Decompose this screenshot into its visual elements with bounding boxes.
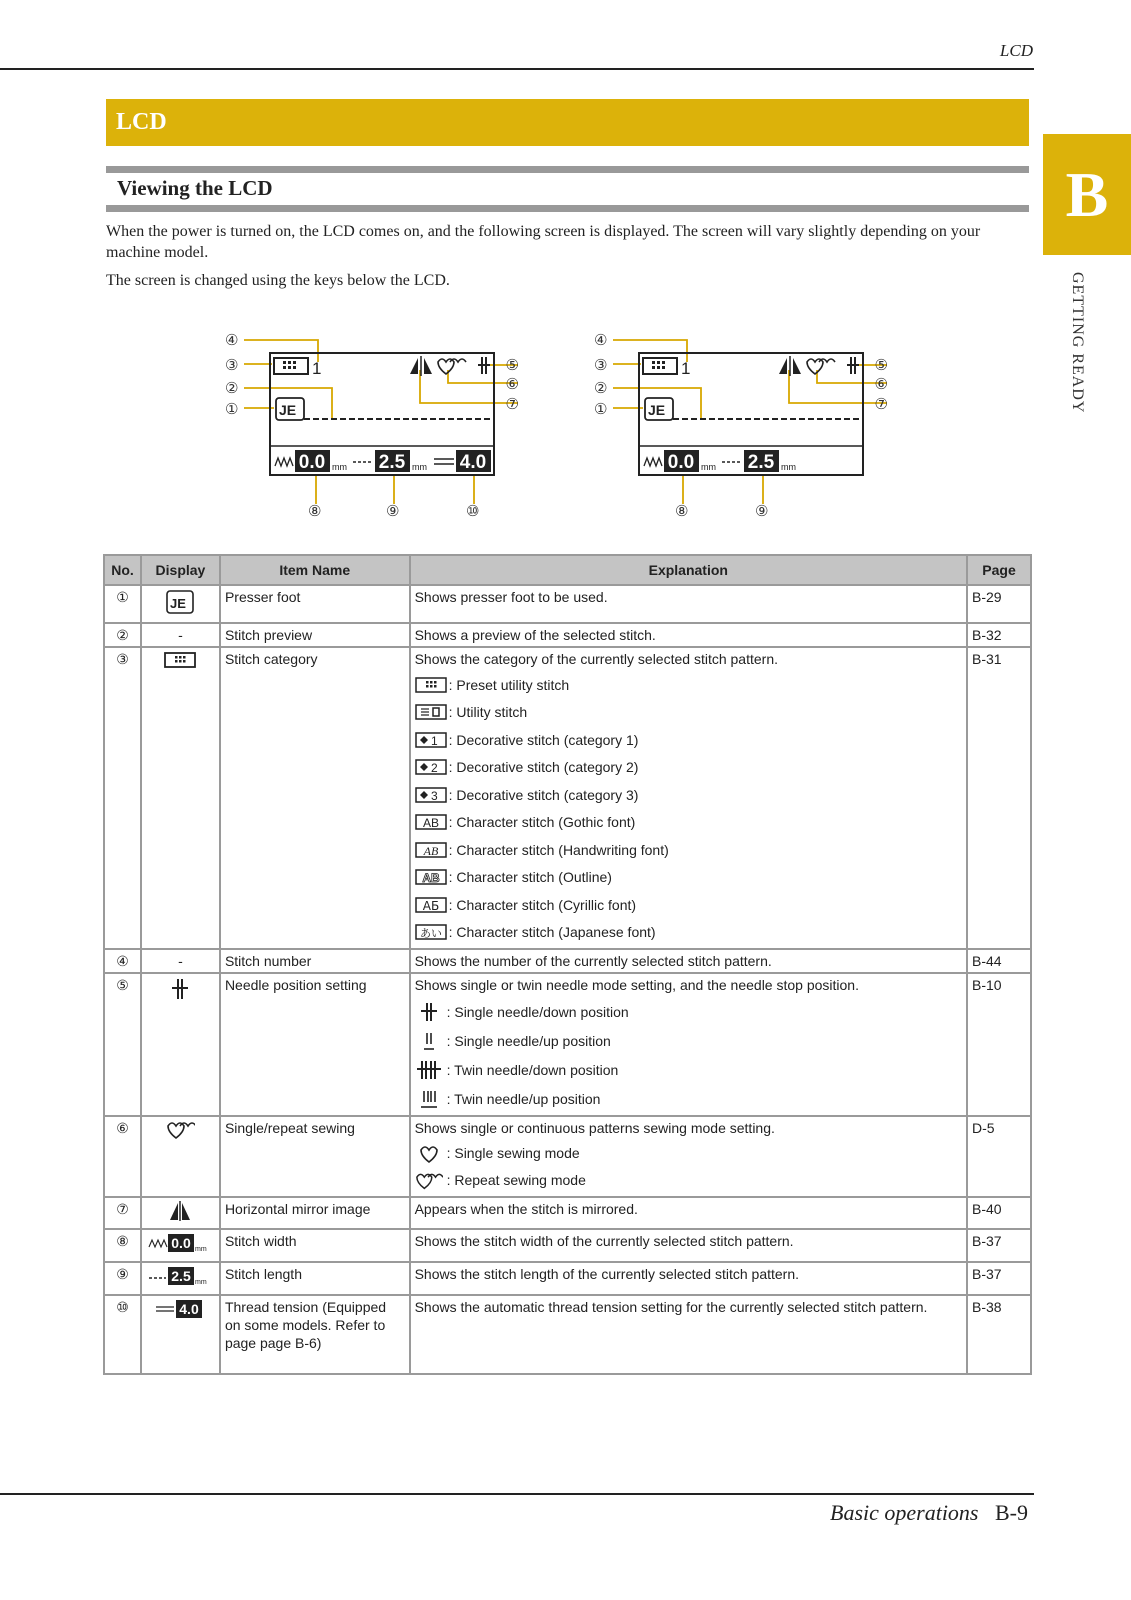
mirror-icon	[410, 356, 432, 376]
svg-text:2.5: 2.5	[171, 1268, 192, 1284]
svg-text:0.0: 0.0	[171, 1235, 192, 1251]
item-name: Stitch preview	[220, 623, 410, 647]
cyrillic-font-icon	[415, 896, 447, 914]
lcd-width-value: 0.0	[667, 452, 695, 473]
item-page: B-37	[967, 1262, 1031, 1295]
svg-text:AB: AB	[421, 871, 440, 886]
section-banner: LCD	[106, 99, 1029, 146]
list-item: あい : Character stitch (Japanese font)	[415, 919, 962, 947]
row-number: ③	[104, 647, 141, 949]
table-row	[104, 1229, 1031, 1262]
callout-7: ⑦	[874, 395, 888, 413]
svg-text:JE: JE	[279, 402, 297, 418]
list-item: AB : Character stitch (Gothic font)	[415, 809, 962, 837]
list-item: : Twin needle/up position	[415, 1084, 962, 1113]
svg-text:AB: AB	[423, 843, 438, 858]
japanese-font-icon	[415, 923, 447, 941]
item-name: Needle position setting	[220, 973, 410, 1116]
item-page: B-31	[967, 647, 1031, 949]
item-page: B-29	[967, 585, 1031, 623]
presser-foot-icon	[276, 398, 304, 420]
header-no: No.	[104, 555, 141, 585]
svg-text:JE: JE	[170, 596, 187, 611]
item-display: -	[141, 949, 220, 973]
item-page: B-44	[967, 949, 1031, 973]
list-item: 2 : Decorative stitch (category 2)	[415, 754, 962, 782]
row-number: ⑥	[104, 1116, 141, 1197]
svg-text:mm: mm	[195, 1246, 208, 1253]
item-name: Stitch width	[220, 1229, 410, 1262]
item-name: Stitch category	[220, 647, 410, 949]
callout-8: ⑧	[675, 502, 689, 520]
callout-4: ④	[225, 331, 239, 349]
item-name: Horizontal mirror image	[220, 1197, 410, 1229]
list-item: : Preset utility stitch	[415, 671, 962, 699]
list-item: : Twin needle/down position	[415, 1055, 962, 1084]
list-item: : Single needle/down position	[415, 997, 962, 1026]
preset-utility-stitch-icon	[415, 676, 447, 694]
intro-paragraph-1: When the power is turned on, the LCD comes on, and the following screen is displayed. The screen will vary slightly depending on your machine model.	[106, 223, 981, 261]
list-item: : Single sewing mode	[415, 1139, 962, 1167]
repeat-sewing-icon	[165, 1119, 195, 1141]
item-explanation: Shows presser foot to be used.	[410, 585, 967, 623]
running-head: LCD	[999, 41, 1033, 60]
svg-text:АБ: АБ	[422, 898, 439, 913]
callout-1: ①	[225, 400, 239, 418]
stitch-width-icon	[148, 1232, 212, 1254]
list-item: AB : Character stitch (Outline)	[415, 864, 962, 892]
single-needle-up-icon	[415, 1030, 443, 1052]
item-explanation: Shows single or twin needle mode setting, and the needle stop position.	[414, 977, 859, 993]
list-item: 1 : Decorative stitch (category 1)	[415, 726, 962, 754]
item-explanation: Appears when the stitch is mirrored.	[410, 1197, 967, 1229]
item-explanation: Shows a preview of the selected stitch.	[410, 623, 967, 647]
lcd-length-unit: mm	[412, 462, 427, 472]
callout-6: ⑥	[874, 375, 888, 393]
row-number: ⑦	[104, 1197, 141, 1229]
chapter-label: GETTING READY	[1069, 272, 1086, 414]
decorative-stitch-1-icon	[415, 731, 447, 749]
lcd-width-unit: mm	[332, 462, 347, 472]
row-number: ②	[104, 623, 141, 647]
table-row	[104, 973, 1031, 1116]
row-number: ⑤	[104, 973, 141, 1116]
lcd-stitch-number: 1	[681, 359, 691, 378]
svg-text:3: 3	[430, 788, 438, 803]
list-item: : Single needle/up position	[415, 1026, 962, 1055]
repeat-sewing-icon	[807, 359, 835, 374]
callout-2: ②	[225, 379, 239, 397]
item-page: B-38	[967, 1295, 1031, 1374]
svg-text:AB: AB	[422, 816, 439, 831]
outline-font-icon	[415, 868, 447, 886]
lcd-width-unit: mm	[701, 462, 716, 472]
table-row	[104, 1197, 1031, 1229]
svg-text:2: 2	[430, 761, 438, 776]
table-row	[104, 647, 1031, 949]
repeat-sewing-icon	[438, 359, 466, 374]
twin-needle-down-icon	[415, 1059, 443, 1081]
item-page: B-40	[967, 1197, 1031, 1229]
single-needle-down-icon	[415, 1001, 443, 1023]
lcd-length-unit: mm	[781, 462, 796, 472]
callout-9: ⑨	[386, 502, 400, 520]
svg-text:あい: あい	[419, 927, 442, 941]
lcd-reference-table	[103, 554, 1032, 1375]
row-number: ④	[104, 949, 141, 973]
mirror-icon	[779, 356, 801, 376]
callout-2: ②	[594, 379, 608, 397]
item-name: Stitch length	[220, 1262, 410, 1295]
needle-position-icon	[847, 357, 859, 374]
item-display: -	[141, 623, 220, 647]
lcd-diagram-basic	[589, 328, 909, 528]
table-row	[104, 1262, 1031, 1295]
table-header-row	[104, 555, 1031, 585]
callout-4: ④	[594, 331, 608, 349]
presser-foot-icon	[645, 398, 673, 420]
item-explanation: Shows the category of the currently selected stitch pattern.	[414, 651, 778, 667]
row-number: ⑧	[104, 1229, 141, 1262]
header-explanation: Explanation	[410, 555, 967, 585]
decorative-stitch-3-icon	[415, 786, 447, 804]
item-explanation: Shows the stitch width of the currently selected stitch pattern.	[410, 1229, 967, 1262]
presser-foot-icon	[165, 588, 195, 616]
table-row	[104, 1295, 1031, 1374]
item-name: Single/repeat sewing	[220, 1116, 410, 1197]
callout-5: ⑤	[505, 356, 519, 374]
svg-text:4.0: 4.0	[179, 1301, 200, 1317]
stitch-category-icon	[163, 650, 197, 670]
callout-3: ③	[594, 356, 608, 374]
header-display: Display	[141, 555, 220, 585]
page-number: B-9	[995, 1500, 1028, 1525]
table-row	[104, 623, 1031, 647]
top-rule	[0, 68, 1034, 70]
callout-3: ③	[225, 356, 239, 374]
lcd-length-value: 2.5	[378, 452, 406, 473]
callout-5: ⑤	[874, 356, 888, 374]
lcd-stitch-number: 1	[312, 359, 322, 378]
lcd-width-value: 0.0	[298, 452, 326, 473]
footer-section: Basic operations	[830, 1500, 979, 1525]
thread-tension-icon	[154, 1298, 206, 1320]
item-explanation: Shows the number of the currently selected stitch pattern.	[410, 949, 967, 973]
twin-needle-up-icon	[415, 1088, 443, 1110]
subheading-rule-bottom	[106, 205, 1029, 212]
lcd-length-value: 2.5	[747, 452, 775, 473]
item-explanation: Shows single or continuous patterns sewing mode setting.	[414, 1120, 775, 1136]
subheading: Viewing the LCD	[117, 176, 273, 200]
intro-paragraph-2: The screen is changed using the keys below the LCD.	[106, 272, 450, 289]
handwriting-font-icon	[415, 841, 447, 859]
needle-position-icon	[168, 976, 192, 1002]
table-row	[104, 949, 1031, 973]
svg-text:mm: mm	[195, 1279, 208, 1286]
bottom-rule	[0, 1493, 1034, 1495]
callout-6: ⑥	[505, 375, 519, 393]
single-sewing-icon	[415, 1143, 443, 1163]
list-item: АБ : Character stitch (Cyrillic font)	[415, 891, 962, 919]
list-item: : Utility stitch	[415, 699, 962, 727]
item-name: Stitch number	[220, 949, 410, 973]
item-page: B-37	[967, 1229, 1031, 1262]
callout-7: ⑦	[505, 395, 519, 413]
lcd-diagram-full	[220, 328, 520, 528]
lcd-tension-value: 4.0	[459, 452, 487, 473]
decorative-stitch-2-icon	[415, 758, 447, 776]
header-page: Page	[967, 555, 1031, 585]
item-page: B-10	[967, 973, 1031, 1116]
item-name: Thread tension (Equipped on some models. Refer to page page B-6)	[220, 1295, 410, 1374]
mirror-icon	[168, 1200, 192, 1222]
row-number: ⑩	[104, 1295, 141, 1374]
svg-text:1: 1	[430, 733, 438, 748]
callout-9: ⑨	[755, 502, 769, 520]
list-item: : Repeat sewing mode	[415, 1167, 962, 1195]
row-number: ①	[104, 585, 141, 623]
item-page: D-5	[967, 1116, 1031, 1197]
svg-text:JE: JE	[648, 402, 666, 418]
item-explanation: Shows the stitch length of the currently selected stitch pattern.	[410, 1262, 967, 1295]
chapter-tab: B	[1043, 134, 1131, 255]
repeat-sewing-icon	[415, 1170, 443, 1190]
utility-stitch-icon	[415, 703, 447, 721]
item-explanation: Shows the automatic thread tension setting for the currently selected stitch pattern.	[410, 1295, 967, 1374]
header-item-name: Item Name	[220, 555, 410, 585]
table-row	[104, 585, 1031, 623]
subheading-rule-top	[106, 166, 1029, 173]
item-name: Presser foot	[220, 585, 410, 623]
gothic-font-icon	[415, 813, 447, 831]
list-item: AB : Character stitch (Handwriting font)	[415, 836, 962, 864]
stitch-length-icon	[148, 1265, 212, 1287]
list-item: 3 : Decorative stitch (category 3)	[415, 781, 962, 809]
callout-10: ⑩	[466, 502, 480, 520]
callout-8: ⑧	[308, 502, 322, 520]
row-number: ⑨	[104, 1262, 141, 1295]
callout-1: ①	[594, 400, 608, 418]
table-row	[104, 1116, 1031, 1197]
needle-position-icon	[478, 357, 490, 374]
page-footer	[830, 1500, 1028, 1526]
item-page: B-32	[967, 623, 1031, 647]
